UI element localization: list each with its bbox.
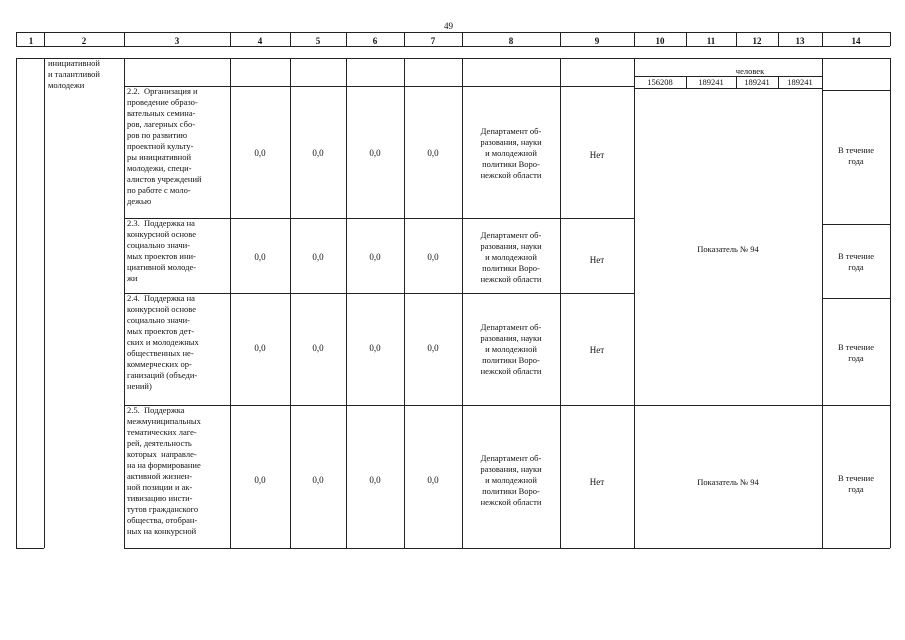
deadline: В течение года bbox=[838, 251, 874, 272]
unit-label: человек bbox=[735, 66, 765, 76]
indicator-value-4: 189241 bbox=[787, 77, 813, 87]
col-header-9: 9 bbox=[594, 36, 600, 46]
measure-name: 2.3. Поддержка на конкурсной основе социально значи- мых проектов ини- циативной молоде- жи bbox=[127, 218, 197, 283]
deadline: В течение года bbox=[838, 145, 874, 166]
value-col-5: 0,0 bbox=[312, 343, 324, 353]
continued-goal-text: инициативной и талантливой молодежи bbox=[48, 58, 100, 90]
col-header-7: 7 bbox=[430, 36, 436, 46]
deadline: В течение года bbox=[838, 473, 874, 494]
col-header-5: 5 bbox=[315, 36, 321, 46]
flag: Нет bbox=[589, 150, 605, 160]
col-header-11: 11 bbox=[706, 36, 716, 46]
page-number: 49 bbox=[444, 21, 453, 31]
col-header-14: 14 bbox=[851, 36, 861, 46]
deadline: В течение года bbox=[838, 342, 874, 363]
indicator-value-1: 156208 bbox=[647, 77, 673, 87]
value-col-7: 0,0 bbox=[427, 475, 439, 485]
flag: Нет bbox=[589, 345, 605, 355]
col-header-2: 2 bbox=[81, 36, 87, 46]
indicator-value-2: 189241 bbox=[698, 77, 724, 87]
value-col-4: 0,0 bbox=[254, 343, 266, 353]
indicator-label: Показатель № 94 bbox=[697, 477, 759, 487]
flag: Нет bbox=[589, 477, 605, 487]
value-col-7: 0,0 bbox=[427, 148, 439, 158]
executor: Департамент об- разования, науки и молодежной политики Воро- нежской области bbox=[480, 126, 542, 180]
value-col-7: 0,0 bbox=[427, 252, 439, 262]
col-header-10: 10 bbox=[655, 36, 665, 46]
indicator-label: Показатель № 94 bbox=[697, 244, 759, 254]
executor: Департамент об- разования, науки и молодежной политики Воро- нежской области bbox=[480, 230, 542, 284]
col-header-12: 12 bbox=[752, 36, 762, 46]
value-col-6: 0,0 bbox=[369, 343, 381, 353]
measure-name: 2.4. Поддержка на конкурсной основе социально значи- мых проектов дет- ских и молодежных общественных не- коммерческих ор- ганизаций (объеди- нений) bbox=[127, 293, 199, 391]
value-col-5: 0,0 bbox=[312, 148, 324, 158]
indicator-value-3: 189241 bbox=[744, 77, 770, 87]
value-col-6: 0,0 bbox=[369, 148, 381, 158]
value-col-6: 0,0 bbox=[369, 252, 381, 262]
value-col-5: 0,0 bbox=[312, 252, 324, 262]
col-header-1: 1 bbox=[28, 36, 34, 46]
value-col-7: 0,0 bbox=[427, 343, 439, 353]
value-col-4: 0,0 bbox=[254, 252, 266, 262]
executor: Департамент об- разования, науки и молодежной политики Воро- нежской области bbox=[480, 322, 542, 376]
col-header-8: 8 bbox=[508, 36, 514, 46]
value-col-4: 0,0 bbox=[254, 148, 266, 158]
col-header-13: 13 bbox=[795, 36, 805, 46]
col-header-4: 4 bbox=[257, 36, 263, 46]
value-col-6: 0,0 bbox=[369, 475, 381, 485]
measure-name: 2.2. Организация и проведение образо- вательных семина- ров, лагерных сбо- ров по развитию проектной культу- ры инициативной молодежи, специ- алистов учреждений по работе с моло- дежью bbox=[127, 86, 202, 206]
executor: Департамент об- разования, науки и молодежной политики Воро- нежской области bbox=[480, 453, 542, 507]
measure-name: 2.5. Поддержка межмуниципальных тематических лаге- рей, деятельность которых направле- на на формирование активной жизнен- ной позиции и ак- тивизацию инсти- тутов гражданского общества, отобран- ных на конкурсной bbox=[127, 405, 201, 536]
value-col-5: 0,0 bbox=[312, 475, 324, 485]
value-col-4: 0,0 bbox=[254, 475, 266, 485]
col-header-3: 3 bbox=[174, 36, 180, 46]
col-header-6: 6 bbox=[372, 36, 378, 46]
flag: Нет bbox=[589, 255, 605, 265]
